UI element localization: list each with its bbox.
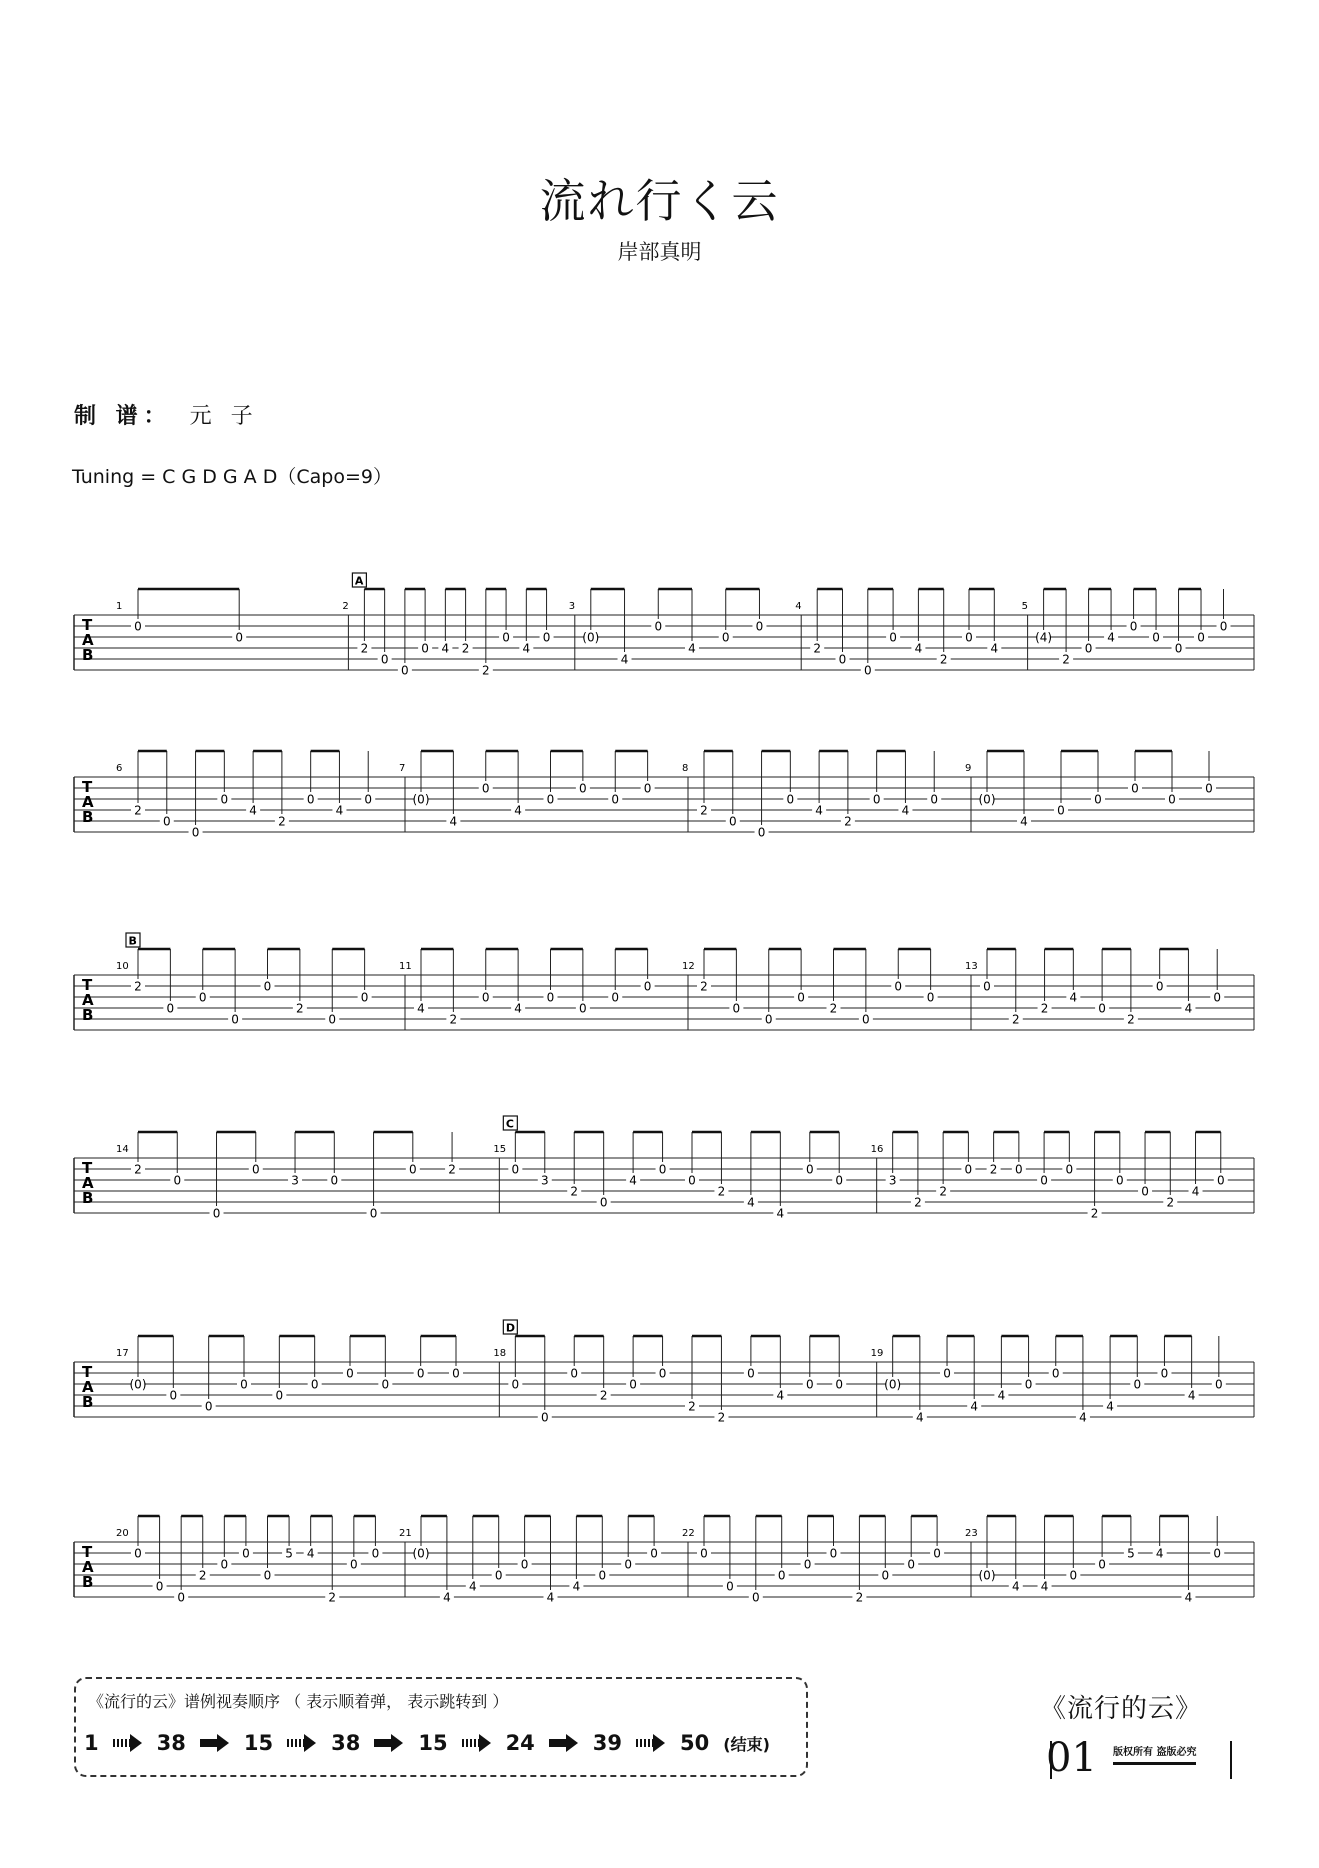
fret-number: 4: [990, 641, 999, 656]
tab-clef-letter: T: [82, 976, 93, 994]
fret-number: 2: [717, 1410, 726, 1425]
fret-number: 0: [1040, 1173, 1048, 1188]
measure-number: 16: [870, 1144, 884, 1155]
fret-number: 0: [306, 792, 315, 807]
fret-number: 4: [441, 641, 450, 656]
fret-number: 0: [797, 990, 805, 1005]
fret-number: 0: [643, 979, 652, 994]
measure-number: 11: [399, 961, 412, 972]
fret-number: 2: [1040, 1001, 1049, 1016]
fret-number: 4: [514, 803, 522, 818]
fret-number: 4: [449, 814, 458, 829]
measure-number: 3: [568, 601, 576, 612]
fret-number: 2: [198, 1568, 207, 1583]
fret-number: 0: [907, 1557, 916, 1572]
fret-number: 0: [728, 814, 737, 829]
tab-clef-letter: B: [82, 808, 94, 826]
copyright-note: 版权所有 盗版必究: [1113, 1743, 1196, 1765]
fret-number: 0: [275, 1388, 284, 1403]
fret-number: 2: [278, 814, 286, 829]
tab-clef-letter: T: [82, 616, 93, 634]
fret-number: 0: [1069, 1568, 1078, 1583]
fret-number: 2: [1127, 1012, 1135, 1027]
page-number: 01: [1046, 1735, 1097, 1781]
measure-number: 20: [116, 1528, 129, 1539]
fret-number: (0): [129, 1377, 147, 1392]
tab-clef-letter: T: [82, 1543, 93, 1561]
fret-number: (0): [978, 792, 996, 807]
fret-number: 4: [1079, 1410, 1087, 1425]
fret-number: 0: [1215, 1377, 1223, 1392]
fret-number: 0: [166, 1001, 175, 1016]
fret-number: 2: [482, 663, 490, 678]
fret-number: 0: [611, 792, 620, 807]
fret-number: 2: [134, 803, 142, 818]
tab-clef-letter: B: [82, 1573, 94, 1591]
fret-number: 0: [231, 1012, 239, 1027]
fret-number: 0: [688, 1173, 696, 1188]
fret-number: 0: [1174, 641, 1183, 656]
measure-number: 14: [116, 1144, 129, 1155]
measure-number: 12: [682, 961, 695, 972]
fret-number: 0: [747, 1366, 755, 1381]
section-letter: D: [505, 1321, 515, 1335]
fret-number: 0: [350, 1557, 358, 1572]
fret-number: 4: [1187, 1388, 1196, 1403]
transcriber: [74, 399, 259, 430]
fret-number: 4: [1069, 990, 1078, 1005]
fret-number: 0: [502, 630, 510, 645]
tab-staff: [74, 934, 1254, 1145]
fret-number: 4: [249, 803, 257, 818]
playing-order-box: [74, 1677, 808, 1777]
measure-number: 19: [870, 1348, 884, 1359]
fret-number: 0: [805, 1377, 814, 1392]
fret-number: 2: [360, 641, 369, 656]
fret-number: 2: [296, 1001, 304, 1016]
fret-number: 0: [212, 1206, 221, 1221]
tab-staff: [74, 1117, 1254, 1328]
fret-number: 0: [173, 1173, 182, 1188]
fret-number: 0: [408, 1162, 417, 1177]
fret-number: 0: [624, 1557, 633, 1572]
fret-number: 4: [514, 1001, 522, 1016]
fret-number: 4: [776, 1206, 785, 1221]
fret-number: 0: [310, 1377, 319, 1392]
playing-order-heading: 《流行的云》谱例视奏顺序 （ 表示顺着弹， 表示跳转到 ）: [88, 1692, 509, 1711]
fret-number: 2: [813, 641, 822, 656]
fret-number: 0: [726, 1579, 734, 1594]
fret-number: 0: [134, 1546, 142, 1561]
footer-title: 《流行的云》: [1040, 1694, 1203, 1724]
fret-number: (4): [1035, 630, 1053, 645]
fret-number: 0: [881, 1568, 890, 1583]
tab-staff: [74, 1321, 1254, 1532]
tab-clef-letter: B: [82, 1006, 94, 1024]
fret-number: 0: [598, 1568, 607, 1583]
fret-number: 0: [943, 1366, 951, 1381]
tab-clef-letter: T: [82, 1159, 93, 1177]
measure-number: 21: [399, 1528, 412, 1539]
measure-number: 4: [795, 601, 802, 612]
fret-number: 0: [894, 979, 903, 994]
order-step: 38: [331, 1731, 361, 1755]
jump-arrow-icon: [374, 1734, 404, 1752]
fret-number: 4: [620, 652, 629, 667]
fret-number: 0: [599, 1195, 608, 1210]
playing-order-sequence: [84, 1731, 770, 1755]
fret-number: 0: [1015, 1162, 1023, 1177]
fret-number: 0: [263, 979, 272, 994]
fret-number: 4: [443, 1590, 451, 1605]
fret-number: 2: [829, 1001, 838, 1016]
fret-number: 2: [914, 1195, 922, 1210]
fret-number: 0: [751, 1590, 760, 1605]
fret-number: 0: [328, 1012, 337, 1027]
fret-number: (0): [582, 630, 600, 645]
tab-clef-letter: T: [82, 778, 93, 796]
fret-number: 4: [688, 641, 696, 656]
fret-number: 0: [1024, 1377, 1033, 1392]
fret-number: 4: [901, 803, 910, 818]
fret-number: 2: [844, 814, 852, 829]
fret-number: 2: [939, 652, 948, 667]
fret-number: 2: [989, 1162, 998, 1177]
fret-number: 3: [540, 1173, 549, 1188]
fret-number: 0: [369, 1206, 378, 1221]
fret-number: 0: [570, 1366, 579, 1381]
tuning: Tuning = C G D G A D（Capo=9）: [72, 466, 392, 488]
fret-number: 0: [1216, 1173, 1225, 1188]
fret-number: (0): [978, 1568, 996, 1583]
fret-number: 0: [204, 1399, 213, 1414]
fret-number: (0): [884, 1377, 902, 1392]
fret-number: 4: [572, 1579, 581, 1594]
fret-number: 2: [700, 979, 708, 994]
tab-system: [74, 1321, 1254, 1562]
fret-number: 0: [1065, 1162, 1074, 1177]
fret-number: 0: [835, 1173, 844, 1188]
fret-number: 0: [1213, 990, 1222, 1005]
fret-number: 0: [755, 619, 764, 634]
jump-arrow-icon: [200, 1734, 230, 1752]
measure-number: 2: [342, 601, 349, 612]
tab-system: [74, 763, 1254, 977]
fret-number: 0: [177, 1590, 185, 1605]
measure-number: 7: [399, 763, 406, 774]
fret-number: 0: [416, 1366, 425, 1381]
fret-number: 4: [1040, 1579, 1049, 1594]
fret-number: 0: [542, 630, 551, 645]
fret-number: 2: [717, 1184, 726, 1199]
fret-number: 4: [1107, 630, 1115, 645]
fret-number: 0: [964, 1162, 973, 1177]
fret-number: 0: [872, 792, 881, 807]
fret-number: 0: [546, 990, 555, 1005]
fret-number: 0: [1115, 1173, 1124, 1188]
fret-number: 2: [328, 1590, 337, 1605]
fret-number: 2: [134, 1162, 142, 1177]
fret-number: 0: [862, 1012, 870, 1027]
fret-number: 0: [540, 1410, 549, 1425]
transcriber-name: 元 子: [189, 404, 259, 429]
fret-number: 0: [1168, 792, 1176, 807]
order-step: 15: [418, 1731, 448, 1755]
fret-number: 0: [579, 1001, 587, 1016]
fret-number: 0: [134, 619, 142, 634]
tab-clef-letter: B: [82, 1393, 94, 1411]
fret-number: 0: [658, 1366, 667, 1381]
fret-number: 0: [1219, 619, 1228, 634]
fret-number: 0: [983, 979, 991, 994]
fret-number: 4: [1191, 1184, 1200, 1199]
fret-number: 0: [494, 1568, 503, 1583]
composer: 岸部真明: [617, 240, 702, 264]
fret-number: 5: [1127, 1546, 1135, 1561]
fret-number: 4: [1011, 1579, 1020, 1594]
fret-number: 4: [629, 1173, 637, 1188]
jump-arrow-icon: [549, 1734, 579, 1752]
fret-number: 4: [1184, 1590, 1193, 1605]
fret-number: 2: [700, 803, 708, 818]
sequential-arrow-icon: [462, 1734, 492, 1752]
order-end-label: (结束): [723, 1734, 770, 1754]
fret-number: 0: [330, 1173, 339, 1188]
fret-number: 0: [786, 792, 795, 807]
order-step: 39: [592, 1731, 623, 1755]
fret-number: 4: [546, 1590, 555, 1605]
fret-number: 2: [1011, 1012, 1020, 1027]
tab-system: [74, 934, 1254, 1175]
fret-number: 4: [468, 1579, 477, 1594]
tab-clef-letter: B: [82, 646, 94, 664]
tab-system: [74, 1117, 1254, 1358]
fret-number: 0: [360, 990, 369, 1005]
fret-number: 0: [611, 990, 620, 1005]
tab-staff: [74, 574, 1254, 785]
fret-number: 0: [380, 652, 389, 667]
measure-number: 17: [116, 1348, 129, 1359]
fret-number: 2: [449, 1012, 458, 1027]
fret-number: 4: [997, 1388, 1006, 1403]
fret-number: 0: [1213, 1546, 1222, 1561]
fret-number: 4: [776, 1388, 785, 1403]
fret-number: 0: [965, 630, 973, 645]
order-step: 38: [156, 1731, 186, 1755]
fret-number: 0: [198, 990, 207, 1005]
tab-clef-letter: A: [82, 1174, 94, 1192]
fret-number: 0: [162, 814, 171, 829]
fret-number: 0: [481, 990, 490, 1005]
tab-clef-letter: A: [82, 631, 94, 649]
fret-number: 4: [1020, 814, 1028, 829]
fret-number: 0: [926, 990, 935, 1005]
measure-number: 15: [493, 1144, 507, 1155]
fret-number: 0: [933, 1546, 941, 1561]
order-step: 15: [243, 1731, 274, 1755]
fret-number: 0: [1133, 1377, 1142, 1392]
sequential-arrow-icon: [287, 1734, 317, 1752]
fret-number: 0: [1131, 781, 1139, 796]
fret-number: 0: [1152, 630, 1160, 645]
fret-number: (0): [412, 792, 430, 807]
fret-number: 0: [835, 1377, 844, 1392]
tab-clef-letter: A: [82, 1378, 94, 1396]
tab-staff: [74, 763, 1254, 947]
fret-number: 0: [220, 1557, 229, 1572]
measure-number: 9: [965, 763, 972, 774]
order-step: 50: [680, 1731, 710, 1755]
page-title: 流れ行く云: [539, 174, 780, 228]
fret-number: 0: [371, 1546, 380, 1561]
fret-number: 0: [803, 1557, 812, 1572]
measure-number: 1: [116, 601, 123, 612]
tab-clef-letter: A: [82, 1558, 94, 1576]
fret-number: 0: [1098, 1001, 1106, 1016]
order-step: 24: [505, 1731, 535, 1755]
fret-number: 4: [747, 1195, 755, 1210]
fret-number: 0: [381, 1377, 390, 1392]
fret-number: 4: [306, 1546, 315, 1561]
fret-number: 0: [546, 792, 555, 807]
tab-clef-letter: A: [82, 793, 94, 811]
fret-number: 0: [654, 619, 663, 634]
fret-number: 0: [1057, 803, 1065, 818]
fret-number: 0: [364, 792, 373, 807]
fret-number: 0: [1094, 792, 1102, 807]
fret-number: 0: [777, 1568, 786, 1583]
measure-number: 22: [682, 1528, 695, 1539]
fret-number: 4: [916, 1410, 924, 1425]
fret-number: 2: [688, 1399, 696, 1414]
fret-number: 0: [511, 1377, 520, 1392]
fret-number: 0: [220, 792, 229, 807]
tab-clef-letter: T: [82, 1363, 93, 1381]
fret-number: 0: [1205, 781, 1213, 796]
fret-number: 4: [1155, 1546, 1164, 1561]
fret-number: 0: [1197, 630, 1205, 645]
fret-number: 0: [421, 641, 429, 656]
fret-number: 0: [805, 1162, 814, 1177]
fret-number: 0: [1141, 1184, 1149, 1199]
fret-number: 4: [417, 1001, 425, 1016]
fret-number: 2: [599, 1388, 608, 1403]
fret-number: 0: [757, 825, 766, 840]
fret-number: 0: [732, 1001, 741, 1016]
fret-number: 0: [235, 630, 244, 645]
fret-number: 2: [1090, 1206, 1099, 1221]
fret-number: 5: [285, 1546, 293, 1561]
fret-number: 0: [155, 1579, 164, 1594]
fret-number: (0): [412, 1546, 430, 1561]
fret-number: 2: [939, 1184, 947, 1199]
sequential-arrow-icon: [113, 1734, 143, 1752]
fret-number: 0: [863, 663, 872, 678]
fret-number: 0: [838, 652, 847, 667]
fret-number: 2: [1166, 1195, 1175, 1210]
measure-number: 5: [1021, 601, 1028, 612]
tab-clef-letter: A: [82, 991, 94, 1009]
fret-number: 0: [889, 630, 897, 645]
measure-number: 10: [116, 961, 129, 972]
fret-number: 0: [721, 630, 730, 645]
fret-number: 4: [914, 641, 923, 656]
fret-number: 0: [1129, 619, 1138, 634]
fret-number: 0: [263, 1568, 272, 1583]
fret-number: 2: [448, 1162, 456, 1177]
fret-number: 0: [629, 1377, 637, 1392]
measure-number: 6: [116, 763, 123, 774]
fret-number: 0: [242, 1546, 250, 1561]
fret-number: 0: [401, 663, 409, 678]
fret-number: 4: [522, 641, 531, 656]
fret-number: 0: [240, 1377, 248, 1392]
transcriber-label: 制 谱：: [74, 404, 172, 429]
section-letter: A: [354, 574, 364, 588]
fret-number: 2: [1062, 652, 1070, 667]
fret-number: 0: [1084, 641, 1093, 656]
fret-number: 2: [570, 1184, 579, 1199]
section-letter: C: [505, 1117, 514, 1131]
measure-number: 13: [965, 961, 978, 972]
fret-number: 0: [1051, 1366, 1060, 1381]
page-rule-right: [1230, 1741, 1232, 1779]
fret-number: 0: [643, 781, 652, 796]
fret-number: 0: [930, 792, 939, 807]
fret-number: 0: [1160, 1366, 1169, 1381]
fret-number: 0: [520, 1557, 529, 1572]
fret-number: 4: [970, 1399, 979, 1414]
fret-number: 4: [1106, 1399, 1114, 1414]
order-step: 1: [84, 1731, 99, 1755]
fret-number: 4: [815, 803, 823, 818]
fret-number: 2: [855, 1590, 864, 1605]
fret-number: 0: [452, 1366, 460, 1381]
fret-number: 0: [579, 781, 587, 796]
fret-number: 0: [1155, 979, 1164, 994]
fret-number: 0: [251, 1162, 260, 1177]
fret-number: 0: [346, 1366, 354, 1381]
tab-clef-letter: B: [82, 1189, 94, 1207]
measure-number: 18: [493, 1348, 507, 1359]
fret-number: 0: [658, 1162, 667, 1177]
fret-number: 0: [191, 825, 200, 840]
fret-number: 0: [481, 781, 490, 796]
measure-number: 23: [965, 1528, 978, 1539]
sequential-arrow-icon: [636, 1734, 666, 1752]
fret-number: 3: [888, 1173, 897, 1188]
fret-number: 0: [700, 1546, 708, 1561]
fret-number: 4: [1184, 1001, 1193, 1016]
fret-number: 0: [650, 1546, 658, 1561]
fret-number: 0: [829, 1546, 838, 1561]
fret-number: 0: [511, 1162, 520, 1177]
fret-number: 0: [764, 1012, 773, 1027]
measure-number: 8: [682, 763, 689, 774]
fret-number: 2: [461, 641, 470, 656]
section-letter: B: [128, 934, 137, 948]
fret-number: 4: [335, 803, 344, 818]
fret-number: 0: [169, 1388, 178, 1403]
fret-number: 3: [291, 1173, 299, 1188]
fret-number: 0: [1098, 1557, 1106, 1572]
fret-number: 2: [134, 979, 142, 994]
